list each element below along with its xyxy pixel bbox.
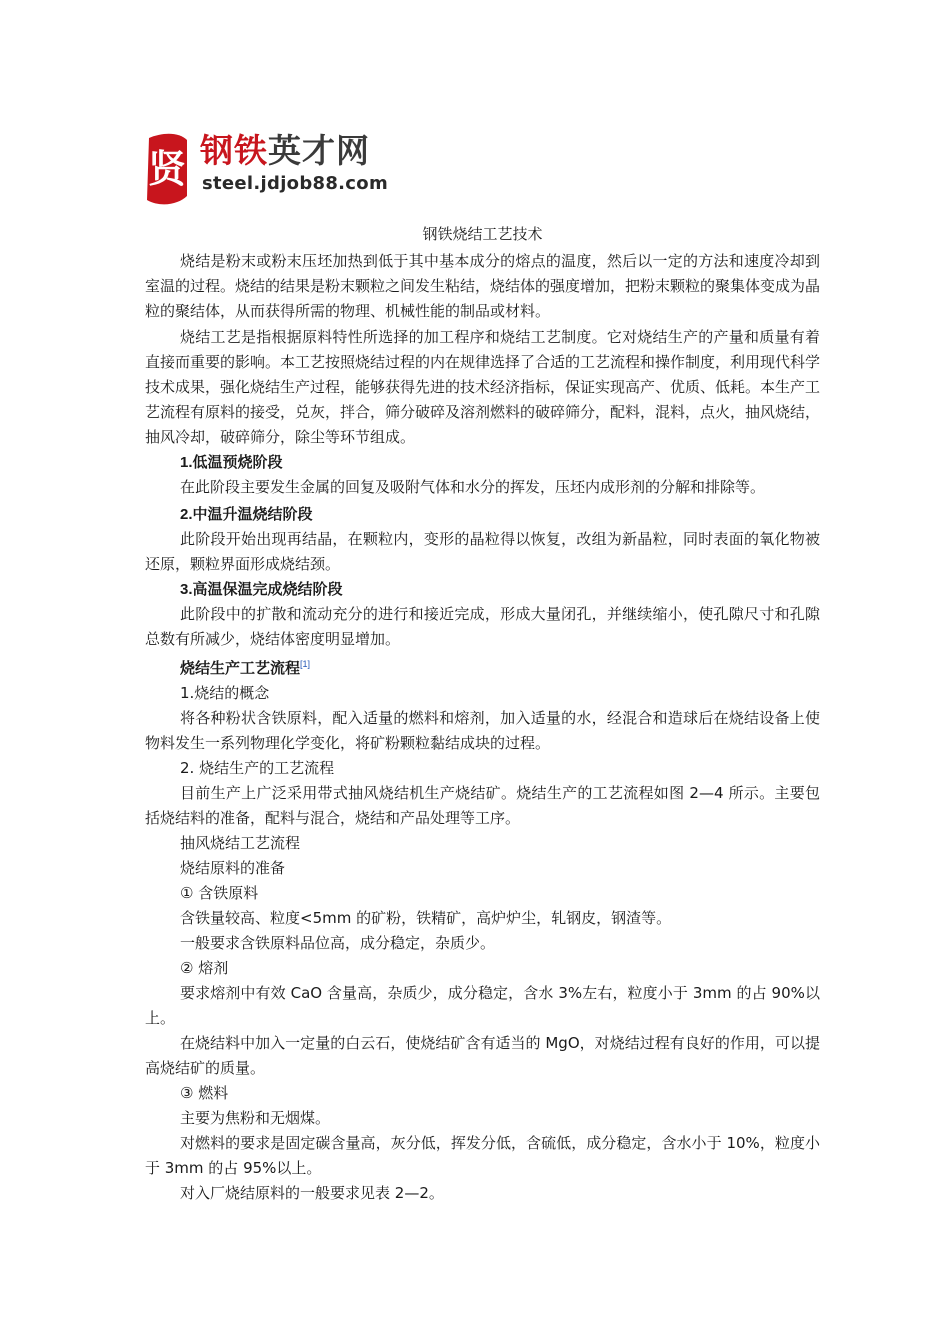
paragraph: ① 含铁原料 xyxy=(180,884,259,902)
paragraph: 此阶段开始出现再结晶，在颗粒内，变形的晶粒得以恢复，改组为新晶粒，同时表面的氧化物被还原，颗粒界面形成烧结颈。 xyxy=(145,530,820,573)
paragraph: 2. 烧结生产的工艺流程 xyxy=(180,759,335,777)
paragraph: 要求熔剂中有效 CaO 含量高，杂质少，成分稳定，含水 3%左右，粒度小于 3mm 的占 90%以上。 xyxy=(145,984,820,1027)
svg-text:贤: 贤 xyxy=(147,147,187,191)
paragraph: ② 熔剂 xyxy=(180,959,229,977)
paragraph: 烧结工艺是指根据原料特性所选择的加工程序和烧结工艺制度。它对烧结生产的产量和质量有着直接而重要的影响。本工艺按照烧结过程的内在规律选择了合适的工艺流程和操作制度，利用现代科学技术成果，强化烧结生产过程，能够获得先进的技术经济指标，保证实现高产、优质、低耗。本生产工艺流程有原料的接受，兑灰，拌合，筛分破碎及溶剂燃料的破碎筛分，配料，混料，点火，抽风烧结，抽风冷却，破碎筛分，除尘等环节组成。 xyxy=(145,328,821,446)
logo-name xyxy=(200,132,370,170)
paragraph: 烧结原料的准备 xyxy=(180,859,286,877)
paragraph: 含铁量较高、粒度<5mm 的矿粉，铁精矿，高炉炉尘，轧钢皮，钢渣等。 xyxy=(180,909,672,927)
paragraph: ③ 燃料 xyxy=(180,1084,229,1102)
document-title: 钢铁烧结工艺技术 xyxy=(422,225,543,243)
section-heading: 3.高温保温完成烧结阶段 xyxy=(180,581,343,598)
paragraph: 主要为焦粉和无烟煤。 xyxy=(180,1109,331,1127)
logo-name-part2: 英才网 xyxy=(268,131,370,170)
paragraph: 对燃料的要求是固定碳含量高，灰分低，挥发分低，含硫低，成分稳定，含水小于 10%，粒度小于 3mm 的占 95%以上。 xyxy=(145,1134,820,1177)
paragraph: 将各种粉状含铁原料，配入适量的燃料和熔剂，加入适量的水，经混合和造球后在烧结设备上使物料发生一系列物理化学变化，将矿粉颗粒黏结成块的过程。 xyxy=(145,709,820,752)
logo-url: steel.jdjob88.com xyxy=(202,173,388,194)
logo-name-part1: 钢铁 xyxy=(200,131,268,170)
site-logo xyxy=(143,130,393,210)
paragraph: 抽风烧结工艺流程 xyxy=(180,834,301,852)
paragraph: 一般要求含铁原料品位高，成分稳定，杂质少。 xyxy=(180,934,496,952)
paragraph: 对入厂烧结原料的一般要求见表 2—2。 xyxy=(180,1184,444,1202)
paragraph: 此阶段中的扩散和流动充分的进行和接近完成，形成大量闭孔，并继续缩小，使孔隙尺寸和孔隙总数有所减少，烧结体密度明显增加。 xyxy=(145,605,820,648)
paragraph: 烧结是粉末或粉末压坯加热到低于其中基本成分的熔点的温度，然后以一定的方法和速度冷却到室温的过程。烧结的结果是粉末颗粒之间发生粘结，烧结体的强度增加，把粉末颗粒的聚集体变成为晶粒的聚结体，从而获得所需的物理、机械性能的制品或材料。 xyxy=(145,252,821,320)
paragraph: 1.烧结的概念 xyxy=(180,684,270,702)
document-body xyxy=(145,222,820,1206)
paragraph: 在此阶段主要发生金属的回复及吸附气体和水分的挥发，压坯内成形剂的分解和排除等。 xyxy=(180,478,766,496)
section-heading-text: 烧结生产工艺流程 xyxy=(180,660,301,677)
section-heading: 1.低温预烧阶段 xyxy=(180,454,283,471)
paragraph: 目前生产上广泛采用带式抽风烧结机生产烧结矿。烧结生产的工艺流程如图 2—4 所示。主要包括烧结料的准备，配料与混合，烧结和产品处理等工序。 xyxy=(145,784,820,827)
paragraph: 在烧结料中加入一定量的白云石，使烧结矿含有适当的 MgO，对烧结过程有良好的作用，可以提高烧结矿的质量。 xyxy=(145,1034,820,1077)
reference-link[interactable]: [1] xyxy=(300,659,311,669)
section-heading xyxy=(145,652,820,681)
logo-mark-icon xyxy=(143,130,191,208)
section-heading: 2.中温升温烧结阶段 xyxy=(180,506,313,523)
